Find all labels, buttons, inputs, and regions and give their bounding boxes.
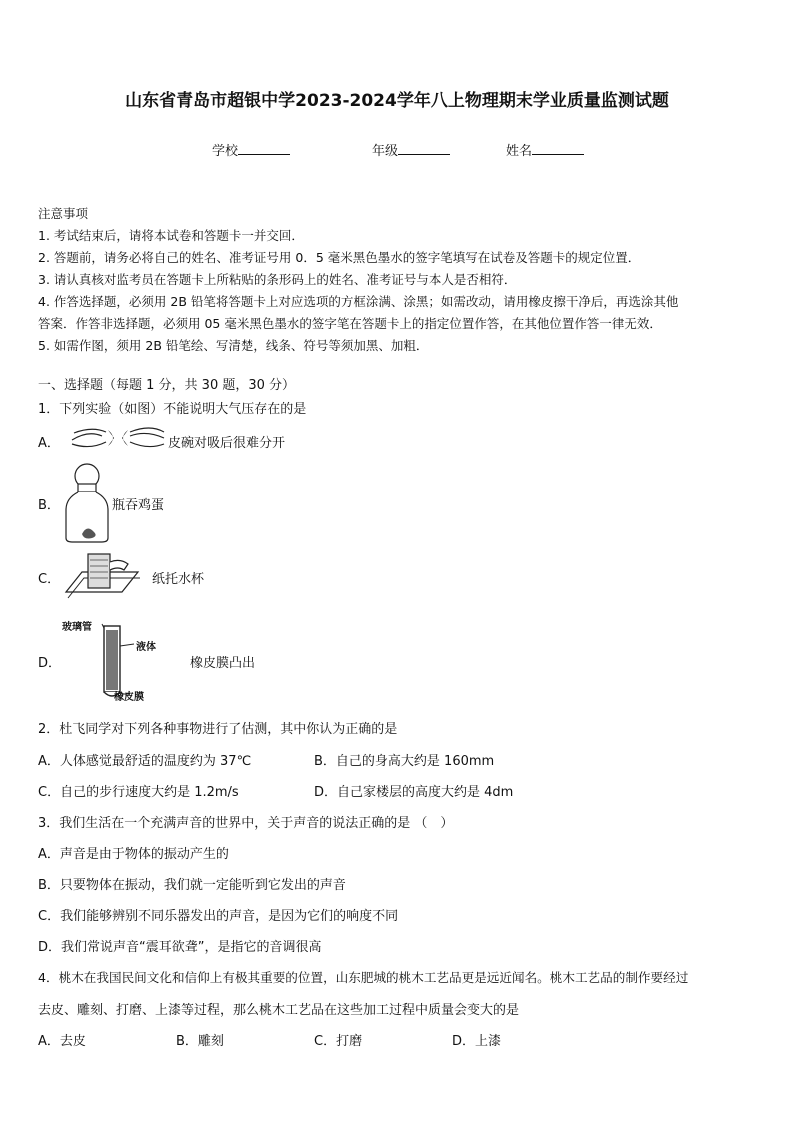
fig-d-liquid-label: 液体	[136, 642, 156, 653]
school-label: 学校	[212, 144, 239, 159]
q3-option-b[interactable]: B．只要物体在振动，我们就一定能听到它发出的声音	[38, 878, 346, 893]
q1-option-b-text: 瓶吞鸡蛋	[112, 498, 165, 513]
q1-option-a-label[interactable]: A．	[38, 436, 60, 451]
section-heading: 一、选择题（每题 1 分，共 30 题，30 分）	[38, 378, 296, 393]
notes-item: 2. 答题前，请务必将自己的姓名、准考证号用 0．5 毫米黑色墨水的签字笔填写在试卷及答题卡的规定位置．	[38, 250, 641, 265]
notes-item: 5. 如需作图，须用 2B 铅笔绘、写清楚，线条、符号等须加黑、加粗．	[38, 338, 429, 353]
q1-option-c-text: 纸托水杯	[152, 572, 205, 587]
name-label: 姓名	[506, 144, 533, 159]
q3-option-a[interactable]: A．声音是由于物体的振动产生的	[38, 847, 229, 862]
q2-option-b[interactable]: B．自己的身高大约是 160mm	[314, 754, 495, 769]
q3-option-d[interactable]: D．我们常说声音“震耳欲聋”，是指它的音调很高	[38, 940, 322, 955]
grade-blank[interactable]	[398, 142, 450, 155]
bottle-egg-figure	[62, 462, 112, 544]
name-field[interactable]	[506, 140, 584, 159]
notes-item: 3. 请认真核对监考员在答题卡上所粘贴的条形码上的姓名、准考证号与本人是否相符．	[38, 272, 517, 287]
school-blank[interactable]	[238, 142, 290, 155]
name-blank[interactable]	[532, 142, 584, 155]
q2-option-d[interactable]: D．自己家楼层的高度大约是 4dm	[314, 785, 514, 800]
q2-stem: 2．杜飞同学对下列各种事物进行了估测，其中你认为正确的是	[38, 722, 398, 737]
q3-option-c[interactable]: C．我们能够辨别不同乐器发出的声音，是因为它们的响度不同	[38, 909, 399, 924]
q4-option-b[interactable]: B．雕刻	[176, 1034, 224, 1049]
q1-option-b-label[interactable]: B．	[38, 498, 60, 513]
notes-heading: 注意事项	[38, 206, 89, 221]
q4-option-d[interactable]: D．上漆	[452, 1034, 502, 1049]
grade-field[interactable]	[372, 140, 450, 159]
paper-cup-figure	[62, 548, 142, 602]
page-title: 山东省青岛市超银中学2023-2024学年八上物理期末学业质量监测试题	[125, 91, 669, 111]
q4-option-c[interactable]: C．打磨	[314, 1034, 363, 1049]
suction-cups-figure	[70, 420, 168, 454]
q3-stem: 3．我们生活在一个充满声音的世界中，关于声音的说法正确的是 （ ）	[38, 816, 454, 831]
q4-stem-line2: 去皮、雕刻、打磨、上漆等过程，那么桃木工艺品在这些加工过程中质量会变大的是	[38, 1003, 520, 1018]
q1-option-a-text: 皮碗对吸后很难分开	[168, 436, 286, 451]
q1-stem: 1．下列实验（如图）不能说明大气压存在的是	[38, 402, 307, 417]
q2-option-c[interactable]: C．自己的步行速度大约是 1.2m/s	[38, 785, 239, 800]
school-field[interactable]	[212, 140, 290, 159]
q1-option-c-label[interactable]: C．	[38, 572, 61, 587]
q1-option-d-label[interactable]: D．	[38, 656, 62, 671]
notes-item: 答案．作答非选择题，必须用 05 毫米黑色墨水的签字笔在答题卡上的指定位置作答，在其他位置作答一律无效．	[38, 316, 662, 331]
q4-option-a[interactable]: A．去皮	[38, 1034, 86, 1049]
fig-d-tube-label: 玻璃管	[62, 622, 92, 633]
fig-d-membrane-label: 橡皮膜	[114, 692, 144, 703]
q2-option-a[interactable]: A．人体感觉最舒适的温度约为 37℃	[38, 754, 252, 769]
q4-stem-line1: 4．桃木在我国民间文化和信仰上有极其重要的位置，山东肥城的桃木工艺品更是远近闻名。桃木工艺品的制作要经过	[38, 970, 689, 985]
notes-item: 1. 考试结束后，请将本试卷和答题卡一并交回．	[38, 228, 304, 243]
notes-item: 4. 作答选择题，必须用 2B 铅笔将答题卡上对应选项的方框涂满、涂黑；如需改动，请用橡皮擦干净后，再选涂其他	[38, 294, 679, 309]
grade-label: 年级	[372, 144, 399, 159]
q1-option-d-text: 橡皮膜凸出	[190, 656, 256, 671]
